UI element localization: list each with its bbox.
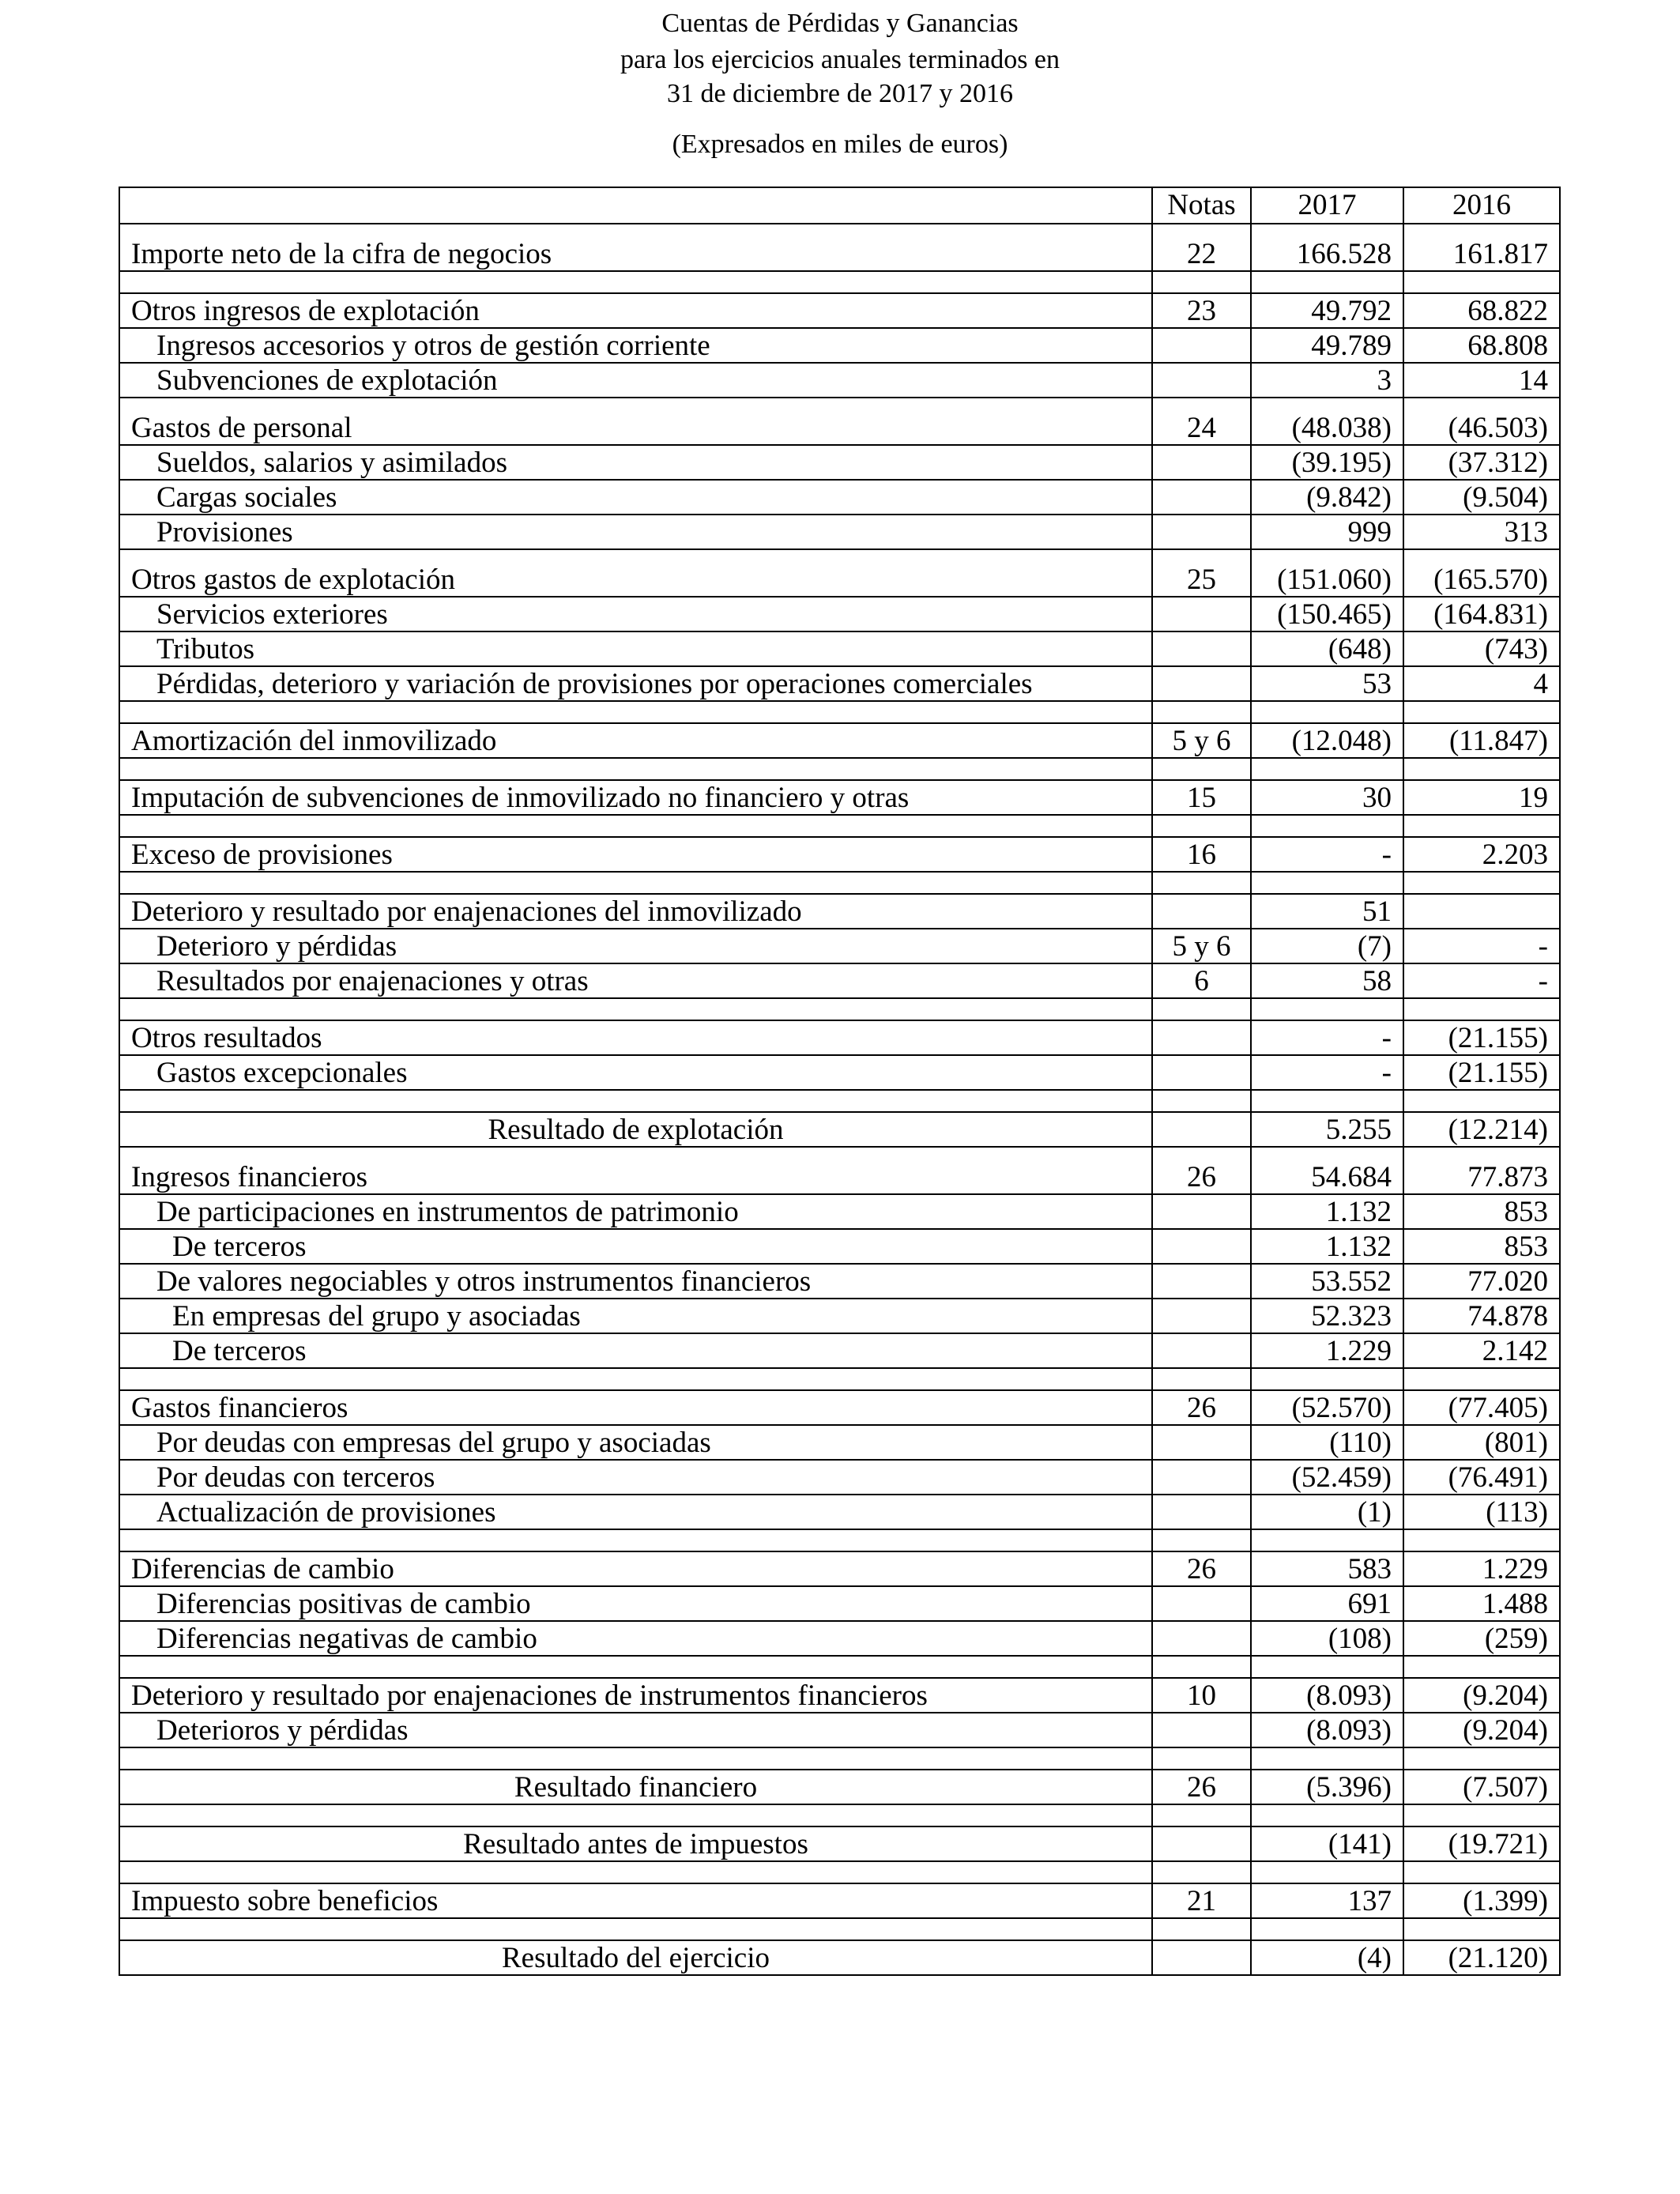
spacer-cell xyxy=(1251,1368,1403,1390)
spacer-cell xyxy=(1403,758,1560,780)
row-value-2016: (259) xyxy=(1403,1621,1560,1656)
table-row xyxy=(119,1333,1560,1368)
spacer-cell xyxy=(1251,1529,1403,1551)
row-value-2016: (9.204) xyxy=(1403,1713,1560,1747)
row-value-2016: (1.399) xyxy=(1403,1883,1560,1918)
row-label: Pérdidas, deterioro y variación de provisiones por operaciones comerciales xyxy=(119,666,1152,701)
row-notes xyxy=(1152,1940,1251,1975)
row-value-2017: 1.132 xyxy=(1251,1194,1403,1229)
table-row xyxy=(119,1551,1560,1586)
row-notes xyxy=(1152,1826,1251,1861)
row-value-2017: (8.093) xyxy=(1251,1678,1403,1713)
row-value-2017: 53 xyxy=(1251,666,1403,701)
row-label: Deterioro y pérdidas xyxy=(119,929,1152,963)
row-value-2016: (7.507) xyxy=(1403,1770,1560,1804)
row-value-2017: (9.842) xyxy=(1251,480,1403,515)
spacer-cell xyxy=(1152,1368,1251,1390)
table-row xyxy=(119,398,1560,445)
row-value-2017: (39.195) xyxy=(1251,445,1403,480)
row-value-2016: (76.491) xyxy=(1403,1460,1560,1495)
row-label: Otros resultados xyxy=(119,1020,1152,1055)
row-value-2017: (5.396) xyxy=(1251,1770,1403,1804)
row-notes: 25 xyxy=(1152,549,1251,597)
row-label: Resultado financiero xyxy=(119,1770,1152,1804)
spacer-row xyxy=(119,271,1560,293)
spacer-cell xyxy=(1403,872,1560,894)
row-value-2017: 52.323 xyxy=(1251,1299,1403,1333)
row-value-2016 xyxy=(1403,894,1560,929)
row-value-2016: (19.721) xyxy=(1403,1826,1560,1861)
row-label: Amortización del inmovilizado xyxy=(119,723,1152,758)
spacer-cell xyxy=(119,1804,1152,1826)
row-notes xyxy=(1152,1112,1251,1147)
spacer-row xyxy=(119,815,1560,837)
row-value-2016: 14 xyxy=(1403,363,1560,398)
spacer-cell xyxy=(1251,998,1403,1020)
spacer-cell xyxy=(1251,1861,1403,1883)
row-value-2016: (12.214) xyxy=(1403,1112,1560,1147)
row-value-2017: (141) xyxy=(1251,1826,1403,1861)
table-row xyxy=(119,597,1560,631)
row-value-2017: 691 xyxy=(1251,1586,1403,1621)
row-value-2016: (21.155) xyxy=(1403,1055,1560,1090)
row-notes xyxy=(1152,1229,1251,1264)
row-label: Tributos xyxy=(119,631,1152,666)
table-row xyxy=(119,1020,1560,1055)
table-row xyxy=(119,1425,1560,1460)
spacer-cell xyxy=(1403,1656,1560,1678)
row-value-2017: 49.789 xyxy=(1251,328,1403,363)
row-value-2016: 853 xyxy=(1403,1194,1560,1229)
row-value-2016: (11.847) xyxy=(1403,723,1560,758)
spacer-row xyxy=(119,1804,1560,1826)
row-notes xyxy=(1152,631,1251,666)
row-value-2017: 3 xyxy=(1251,363,1403,398)
header-notes: Notas xyxy=(1152,187,1251,224)
row-notes xyxy=(1152,1495,1251,1529)
row-notes xyxy=(1152,1333,1251,1368)
spacer-cell xyxy=(1251,1804,1403,1826)
row-value-2016: (165.570) xyxy=(1403,549,1560,597)
row-value-2016: (37.312) xyxy=(1403,445,1560,480)
row-notes xyxy=(1152,480,1251,515)
header-2017: 2017 xyxy=(1251,187,1403,224)
spacer-cell xyxy=(1152,1804,1251,1826)
table-row xyxy=(119,894,1560,929)
row-notes xyxy=(1152,1621,1251,1656)
row-label: Diferencias negativas de cambio xyxy=(119,1621,1152,1656)
row-notes: 23 xyxy=(1152,293,1251,328)
row-value-2016: 77.873 xyxy=(1403,1147,1560,1194)
spacer-cell xyxy=(119,1918,1152,1940)
row-label: Importe neto de la cifra de negocios xyxy=(119,224,1152,271)
row-label: Por deudas con terceros xyxy=(119,1460,1152,1495)
table-header-row xyxy=(119,187,1560,224)
row-label: Exceso de provisiones xyxy=(119,837,1152,872)
row-label: De terceros xyxy=(119,1229,1152,1264)
row-notes: 26 xyxy=(1152,1770,1251,1804)
spacer-row xyxy=(119,1090,1560,1112)
row-notes: 24 xyxy=(1152,398,1251,445)
spacer-cell xyxy=(1152,815,1251,837)
row-label: Sueldos, salarios y asimilados xyxy=(119,445,1152,480)
row-notes xyxy=(1152,1586,1251,1621)
statement-subtitle: para los ejercicios anuales terminados en xyxy=(620,45,1060,74)
row-notes xyxy=(1152,1425,1251,1460)
row-label: Deterioro y resultado por enajenaciones del inmovilizado xyxy=(119,894,1152,929)
row-value-2016: 68.808 xyxy=(1403,328,1560,363)
row-value-2017: 166.528 xyxy=(1251,224,1403,271)
row-value-2017: 54.684 xyxy=(1251,1147,1403,1194)
row-label: Servicios exteriores xyxy=(119,597,1152,631)
spacer-cell xyxy=(119,1656,1152,1678)
spacer-cell xyxy=(119,758,1152,780)
row-value-2017: 1.229 xyxy=(1251,1333,1403,1368)
row-value-2017: (1) xyxy=(1251,1495,1403,1529)
row-value-2017: (52.459) xyxy=(1251,1460,1403,1495)
row-notes xyxy=(1152,363,1251,398)
row-value-2016: 77.020 xyxy=(1403,1264,1560,1299)
row-label: Gastos financieros xyxy=(119,1390,1152,1425)
spacer-cell xyxy=(1403,701,1560,723)
spacer-cell xyxy=(1403,1368,1560,1390)
spacer-cell xyxy=(1251,1747,1403,1770)
spacer-cell xyxy=(1251,701,1403,723)
table-row xyxy=(119,929,1560,963)
row-value-2016: 19 xyxy=(1403,780,1560,815)
table-row xyxy=(119,963,1560,998)
spacer-cell xyxy=(1403,271,1560,293)
spacer-cell xyxy=(119,1368,1152,1390)
row-label: Ingresos financieros xyxy=(119,1147,1152,1194)
table-row xyxy=(119,631,1560,666)
row-notes: 15 xyxy=(1152,780,1251,815)
row-value-2016: 1.229 xyxy=(1403,1551,1560,1586)
row-label: Actualización de provisiones xyxy=(119,1495,1152,1529)
row-label: Imputación de subvenciones de inmovilizado no financiero y otras xyxy=(119,780,1152,815)
row-value-2016: 161.817 xyxy=(1403,224,1560,271)
row-value-2017: (648) xyxy=(1251,631,1403,666)
row-value-2017: 49.792 xyxy=(1251,293,1403,328)
total-row xyxy=(119,1770,1560,1804)
row-value-2017: (150.465) xyxy=(1251,597,1403,631)
row-label: En empresas del grupo y asociadas xyxy=(119,1299,1152,1333)
row-value-2017: (151.060) xyxy=(1251,549,1403,597)
row-value-2017: 999 xyxy=(1251,515,1403,549)
row-value-2017: (110) xyxy=(1251,1425,1403,1460)
table-row xyxy=(119,328,1560,363)
row-value-2017: (7) xyxy=(1251,929,1403,963)
row-value-2017: - xyxy=(1251,1020,1403,1055)
row-value-2017: (108) xyxy=(1251,1621,1403,1656)
spacer-cell xyxy=(1152,998,1251,1020)
table-row xyxy=(119,723,1560,758)
row-notes: 21 xyxy=(1152,1883,1251,1918)
statement-title: Cuentas de Pérdidas y Ganancias xyxy=(661,9,1019,38)
row-value-2017: 137 xyxy=(1251,1883,1403,1918)
table-row xyxy=(119,837,1560,872)
spacer-cell xyxy=(119,998,1152,1020)
row-value-2017: - xyxy=(1251,1055,1403,1090)
table-row xyxy=(119,363,1560,398)
table-row xyxy=(119,1883,1560,1918)
table-row xyxy=(119,1460,1560,1495)
table-row xyxy=(119,1495,1560,1529)
table-row xyxy=(119,1229,1560,1264)
row-label: Otros gastos de explotación xyxy=(119,549,1152,597)
row-value-2017: 5.255 xyxy=(1251,1112,1403,1147)
spacer-cell xyxy=(119,872,1152,894)
table-row xyxy=(119,1713,1560,1747)
table-row xyxy=(119,445,1560,480)
row-notes: 26 xyxy=(1152,1551,1251,1586)
header-blank-cell xyxy=(119,187,1152,224)
row-value-2016: 2.203 xyxy=(1403,837,1560,872)
row-value-2016: 2.142 xyxy=(1403,1333,1560,1368)
table-row xyxy=(119,1390,1560,1425)
row-label: Subvenciones de explotación xyxy=(119,363,1152,398)
spacer-cell xyxy=(1152,1529,1251,1551)
row-value-2017: 30 xyxy=(1251,780,1403,815)
row-value-2017: 53.552 xyxy=(1251,1264,1403,1299)
row-value-2017: (48.038) xyxy=(1251,398,1403,445)
row-value-2016: (9.204) xyxy=(1403,1678,1560,1713)
row-value-2017: (52.570) xyxy=(1251,1390,1403,1425)
row-notes xyxy=(1152,597,1251,631)
row-label: Diferencias de cambio xyxy=(119,1551,1152,1586)
row-label: Cargas sociales xyxy=(119,480,1152,515)
row-value-2016: 313 xyxy=(1403,515,1560,549)
row-notes xyxy=(1152,1055,1251,1090)
row-notes xyxy=(1152,1713,1251,1747)
row-notes xyxy=(1152,1020,1251,1055)
row-label: De terceros xyxy=(119,1333,1152,1368)
row-value-2017: (12.048) xyxy=(1251,723,1403,758)
table-row xyxy=(119,1299,1560,1333)
spacer-cell xyxy=(1403,1747,1560,1770)
table-row xyxy=(119,1586,1560,1621)
spacer-cell xyxy=(1403,998,1560,1020)
row-value-2017: 58 xyxy=(1251,963,1403,998)
row-value-2017: 1.132 xyxy=(1251,1229,1403,1264)
row-label: Resultados por enajenaciones y otras xyxy=(119,963,1152,998)
table-row xyxy=(119,1264,1560,1299)
table-row xyxy=(119,1147,1560,1194)
row-notes: 22 xyxy=(1152,224,1251,271)
table-row xyxy=(119,293,1560,328)
row-label: Otros ingresos de explotación xyxy=(119,293,1152,328)
spacer-row xyxy=(119,1529,1560,1551)
spacer-row xyxy=(119,872,1560,894)
row-label: Diferencias positivas de cambio xyxy=(119,1586,1152,1621)
statement-units: (Expresados en miles de euros) xyxy=(672,130,1008,159)
row-notes xyxy=(1152,1299,1251,1333)
spacer-cell xyxy=(1403,1529,1560,1551)
spacer-cell xyxy=(1251,1090,1403,1112)
spacer-cell xyxy=(119,701,1152,723)
spacer-cell xyxy=(1152,271,1251,293)
table-row xyxy=(119,1055,1560,1090)
row-label: Por deudas con empresas del grupo y asociadas xyxy=(119,1425,1152,1460)
table-row xyxy=(119,224,1560,271)
row-notes: 5 y 6 xyxy=(1152,929,1251,963)
spacer-cell xyxy=(1152,1747,1251,1770)
income-statement-table xyxy=(119,187,1561,1976)
row-label: Deterioro y resultado por enajenaciones de instrumentos financieros xyxy=(119,1678,1152,1713)
row-notes xyxy=(1152,1194,1251,1229)
row-label: Gastos excepcionales xyxy=(119,1055,1152,1090)
spacer-row xyxy=(119,1656,1560,1678)
table-row xyxy=(119,780,1560,815)
spacer-cell xyxy=(1152,701,1251,723)
row-value-2016: (21.155) xyxy=(1403,1020,1560,1055)
spacer-cell xyxy=(1251,1918,1403,1940)
spacer-cell xyxy=(1403,1918,1560,1940)
spacer-row xyxy=(119,701,1560,723)
table-row xyxy=(119,666,1560,701)
header-2016: 2016 xyxy=(1403,187,1560,224)
spacer-cell xyxy=(1403,1861,1560,1883)
row-notes: 6 xyxy=(1152,963,1251,998)
spacer-cell xyxy=(119,815,1152,837)
row-value-2016: (46.503) xyxy=(1403,398,1560,445)
spacer-cell xyxy=(119,1090,1152,1112)
spacer-cell xyxy=(1152,1090,1251,1112)
spacer-row xyxy=(119,998,1560,1020)
row-value-2016: - xyxy=(1403,963,1560,998)
row-value-2016: - xyxy=(1403,929,1560,963)
statement-period: 31 de diciembre de 2017 y 2016 xyxy=(666,79,1014,108)
table-row xyxy=(119,1621,1560,1656)
row-notes: 10 xyxy=(1152,1678,1251,1713)
row-label: Impuesto sobre beneficios xyxy=(119,1883,1152,1918)
table-row xyxy=(119,480,1560,515)
row-value-2016: (743) xyxy=(1403,631,1560,666)
row-notes xyxy=(1152,445,1251,480)
row-notes: 26 xyxy=(1152,1147,1251,1194)
row-notes: 5 y 6 xyxy=(1152,723,1251,758)
spacer-cell xyxy=(119,271,1152,293)
spacer-cell xyxy=(1403,1090,1560,1112)
row-label: Resultado antes de impuestos xyxy=(119,1826,1152,1861)
spacer-cell xyxy=(1152,1656,1251,1678)
row-label: Resultado del ejercicio xyxy=(119,1940,1152,1975)
row-label: Provisiones xyxy=(119,515,1152,549)
spacer-cell xyxy=(1152,872,1251,894)
spacer-cell xyxy=(1403,1804,1560,1826)
spacer-cell xyxy=(1152,1918,1251,1940)
total-row xyxy=(119,1826,1560,1861)
row-label: Deterioros y pérdidas xyxy=(119,1713,1152,1747)
row-value-2016: (164.831) xyxy=(1403,597,1560,631)
row-label: De valores negociables y otros instrumentos financieros xyxy=(119,1264,1152,1299)
row-value-2016: 68.822 xyxy=(1403,293,1560,328)
table-row xyxy=(119,515,1560,549)
spacer-cell xyxy=(119,1747,1152,1770)
total-row xyxy=(119,1112,1560,1147)
row-value-2016: (9.504) xyxy=(1403,480,1560,515)
spacer-row xyxy=(119,758,1560,780)
spacer-cell xyxy=(119,1861,1152,1883)
row-notes xyxy=(1152,1264,1251,1299)
spacer-row xyxy=(119,1368,1560,1390)
row-notes xyxy=(1152,328,1251,363)
table-row xyxy=(119,1194,1560,1229)
row-value-2017: 583 xyxy=(1251,1551,1403,1586)
row-value-2017: - xyxy=(1251,837,1403,872)
table-row xyxy=(119,1678,1560,1713)
row-value-2017: (8.093) xyxy=(1251,1713,1403,1747)
row-value-2016: (21.120) xyxy=(1403,1940,1560,1975)
row-label: Resultado de explotación xyxy=(119,1112,1152,1147)
row-notes xyxy=(1152,666,1251,701)
spacer-row xyxy=(119,1861,1560,1883)
row-notes: 16 xyxy=(1152,837,1251,872)
spacer-cell xyxy=(1152,758,1251,780)
row-value-2017: (4) xyxy=(1251,1940,1403,1975)
row-notes xyxy=(1152,894,1251,929)
spacer-cell xyxy=(1403,815,1560,837)
row-value-2016: 853 xyxy=(1403,1229,1560,1264)
row-label: De participaciones en instrumentos de patrimonio xyxy=(119,1194,1152,1229)
spacer-cell xyxy=(1251,1656,1403,1678)
row-value-2016: 1.488 xyxy=(1403,1586,1560,1621)
spacer-cell xyxy=(1251,271,1403,293)
spacer-cell xyxy=(119,1529,1152,1551)
row-notes xyxy=(1152,1460,1251,1495)
row-notes xyxy=(1152,515,1251,549)
total-row xyxy=(119,1940,1560,1975)
row-value-2017: 51 xyxy=(1251,894,1403,929)
table-row xyxy=(119,549,1560,597)
row-value-2016: 4 xyxy=(1403,666,1560,701)
row-value-2016: (77.405) xyxy=(1403,1390,1560,1425)
row-notes: 26 xyxy=(1152,1390,1251,1425)
spacer-cell xyxy=(1152,1861,1251,1883)
spacer-row xyxy=(119,1747,1560,1770)
row-value-2016: (801) xyxy=(1403,1425,1560,1460)
spacer-row xyxy=(119,1918,1560,1940)
row-value-2016: (113) xyxy=(1403,1495,1560,1529)
spacer-cell xyxy=(1251,872,1403,894)
row-label: Ingresos accesorios y otros de gestión corriente xyxy=(119,328,1152,363)
row-value-2016: 74.878 xyxy=(1403,1299,1560,1333)
spacer-cell xyxy=(1251,815,1403,837)
spacer-cell xyxy=(1251,758,1403,780)
row-label: Gastos de personal xyxy=(119,398,1152,445)
